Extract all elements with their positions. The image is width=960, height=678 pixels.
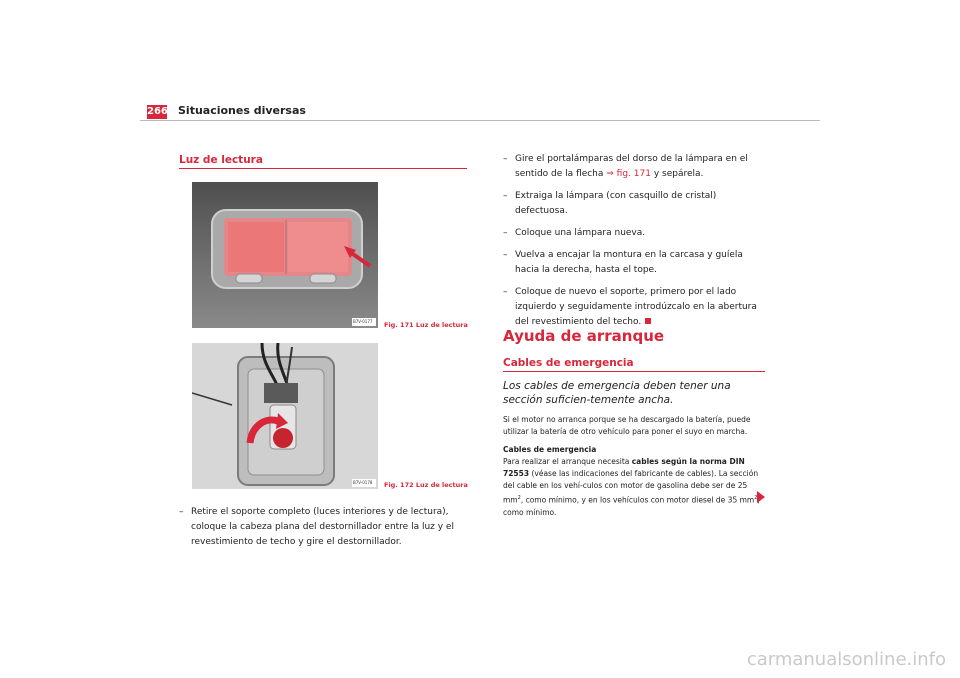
subheading: Cables de emergencia [503,445,597,454]
step-item [179,505,469,550]
step-dash: – [503,154,508,164]
step-text: Extraiga la lámpara (con casquillo de cristal) defectuosa. [515,191,717,216]
step-dash: – [503,228,508,238]
right-steps [503,152,765,330]
section-rule [179,168,467,169]
step-dash: – [179,507,184,517]
cable-paragraph: Para realizar el arranque necesita cables según la norma DIN 72553 (véase las indicaciones del fabricante de cables). La sección del cable en los vehí-culos con motor de gasolina debe ser de 25 $mm^2$, como mínimo, y en los vehículos con motor diesel de 35 $mm^2$, como mínimo. [503,457,760,517]
step-text: Retire el soporte completo (luces interiores y de lectura), coloque la cabeza plana del destornillador entre la luz y el revestimiento de techo y gire el destornillador. [191,507,454,547]
page-header-title: Situaciones diversas [178,104,306,117]
section-title-jumper-cables: Cables de emergencia [503,357,634,369]
continue-arrow-icon [757,491,765,503]
step-item [503,189,765,219]
figure-reference-link[interactable]: ⇒ fig. 171 [606,169,651,179]
watermark: carmanualsonline.info [746,649,946,670]
figure-171-code: B7V-0177 [353,319,373,324]
step-text: Coloque una lámpara nueva. [515,228,646,238]
section-rule [503,371,765,372]
step-dash: – [503,191,508,201]
figure-172-caption: Fig. 172 Luz de lectura [384,481,468,489]
header-divider [140,120,820,121]
step-text: Vuelva a encajar la montura en la carcasa y guíela hacia la derecha, hasta el tope. [515,250,743,275]
end-of-section-mark [645,318,651,324]
step-dash: – [503,250,508,260]
figure-172-code: B7V-0178 [353,480,373,485]
chapter-title: Ayuda de arranque [503,327,665,345]
section-title-reading-light: Luz de lectura [179,154,263,166]
figure-171-reading-light-photo [192,182,378,328]
figure-171-caption: Fig. 171 Luz de lectura [384,321,468,329]
step-item [503,285,765,330]
step-item [503,248,765,278]
step-item [503,152,765,182]
left-steps [179,505,469,550]
intro-paragraph: Si el motor no arranca porque se ha descargado la batería, puede utilizar la batería de otro vehículo para poner el suyo en marcha. [503,415,751,436]
section-lead: Los cables de emergencia deben tener una sección suficien-temente ancha. [503,380,731,406]
din-standard-text: cables según la norma DIN 72553 [503,457,745,478]
figure-172-reading-light-photo [192,343,378,489]
step-text: Gire el portalámparas del dorso de la lámpara en el sentido de la flecha ⇒ fig. 171 y sepárela. [515,154,748,179]
step-item [503,226,765,241]
page-number: 266 [147,106,168,117]
step-dash: – [503,287,508,297]
step-text: Coloque de nuevo el soporte, primero por el lado izquierdo y seguidamente introdúzcalo en la abertura del revestimiento del techo. [515,287,757,327]
